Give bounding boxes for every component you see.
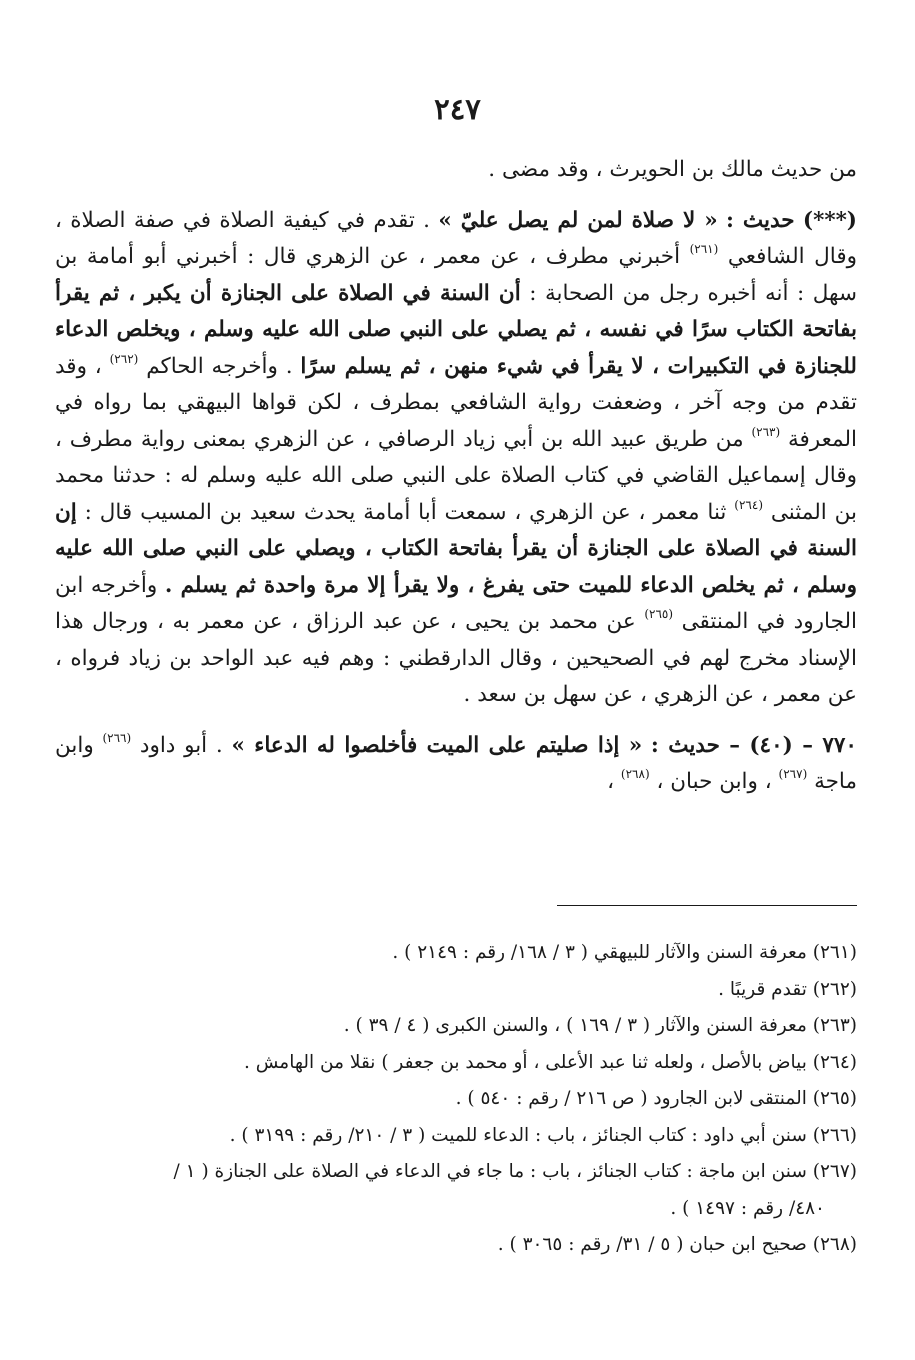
footnote-text: سنن ابن ماجة : كتاب الجنائز ، باب : ما جاء في الدعاء في الصلاة على الجنازة ( ١ / — [173, 1161, 807, 1182]
footnote-number: (٢٦٣) — [812, 1015, 857, 1036]
footnote-text: سنن أبي داود : كتاب الجنائز ، باب : الدعاء للميت ( ٣ / ٢١٠/ رقم : ٣١٩٩ ) . — [229, 1124, 807, 1146]
hadith-title: « لا صلاة لمن لم يصل عليّ » — [438, 207, 718, 233]
footnote-263 — [55, 1008, 857, 1045]
hadith-title: « إذا صليتم على الميت فأخلصوا له الدعاء » — [231, 732, 643, 758]
text-segment: أخبرني مطرف ، عن معمر ، عن الزهري قال : أخبرني أبو أمامة بن سهل : أنه أخبره رجل من الصحابة : — [55, 244, 857, 306]
paragraph-2 — [55, 728, 857, 801]
footnote-ref-261[interactable]: (٢٦١) — [689, 242, 719, 256]
footnote-266 — [55, 1118, 857, 1155]
footnote-number: (٢٦٧) — [812, 1161, 857, 1182]
continued-line: من حديث مالك بن الحويرث ، وقد مضى . — [488, 157, 857, 182]
footnote-262 — [55, 972, 857, 1009]
footnote-268 — [55, 1227, 857, 1264]
footnote-number: (٢٦١) — [812, 942, 857, 963]
text-segment: . أبو داود — [139, 732, 223, 758]
text-segment: . تقدم في كيفية الصلاة في صفة الصلاة ، وقال الشافعي — [55, 207, 857, 269]
footnote-text: صحيح ابن حبان ( ٥ / ٣١/ رقم : ٣٠٦٥ ) . — [497, 1234, 807, 1255]
footnote-text: تقدم قريبًا . — [718, 978, 807, 1000]
footnote-261 — [55, 935, 857, 972]
footnote-text: المنتقى لابن الجارود ( ص ٢١٦ / رقم : ٥٤٠ ) . — [455, 1088, 807, 1109]
hadith-number: ٧٧٠ – (٤٠) – حديث : — [650, 732, 857, 758]
footnote-number: (٢٦٤) — [812, 1051, 857, 1073]
page-number: ٢٤٧ — [434, 92, 481, 126]
footnote-267 — [55, 1154, 857, 1227]
footnote-text: معرفة السنن والآثار للبيهقي ( ٣ / ١٦٨/ رقم : ٢١٤٩ ) . — [392, 942, 807, 963]
bold-quote: إن السنة في الصلاة على الجنازة أن يقرأ بفاتحة الكتاب ، ويصلي على النبي صلى الله عليه وسلم ، ثم يخلص الدعاء للميت حتى يفرغ ، ولا يقرأ إلا مرة واحدة ثم يسلم . — [55, 499, 857, 598]
text-segment: وابن ماجة — [55, 732, 857, 794]
footnote-text: بياض بالأصل ، ولعله ثنا عبد الأعلى ، أو محمد بن جعفر ) نقلا من الهامش . — [243, 1051, 807, 1073]
hadith-marker: (***) — [802, 207, 857, 233]
footnote-ref-266[interactable]: (٢٦٦) — [102, 730, 132, 745]
text-segment: . وأخرجه الحاكم — [146, 353, 293, 379]
footnotes — [55, 935, 857, 1264]
footnote-264 — [55, 1045, 857, 1082]
footnote-number: (٢٦٦) — [812, 1124, 857, 1146]
footnote-number: (٢٦٥) — [812, 1088, 857, 1109]
hadith-label: حديث : — [725, 207, 795, 233]
footnote-ref-267[interactable]: (٢٦٧) — [778, 767, 808, 781]
text-segment: ، — [607, 769, 615, 794]
text-segment: ثنا معمر ، عن الزهري ، سمعت أبا أمامة يحدث سعيد بن المسيب قال : — [84, 499, 727, 525]
text-segment: وأخرجه ابن الجارود في المنتقى — [55, 572, 857, 634]
paragraph-1 — [55, 203, 857, 714]
footnote-265 — [55, 1081, 857, 1118]
footnote-ref-268[interactable]: (٢٦٨) — [620, 767, 650, 781]
footnote-divider — [557, 905, 857, 906]
main-text — [55, 152, 857, 801]
footnote-ref-264[interactable]: (٢٦٤) — [734, 497, 764, 512]
footnote-ref-265[interactable]: (٢٦٥) — [644, 607, 674, 621]
text-segment: من طريق عبيد الله بن أبي زياد الرصافي ، عن الزهري بمعنى رواية مطرف ، وقال إسماعيل القاضي في كتاب الصلاة على النبي صلى الله عليه وسلم له : حدثنا محمد بن المثنى — [55, 426, 857, 525]
footnote-number: (٢٦٨) — [812, 1234, 857, 1255]
bold-quote: أن السنة في الصلاة على الجنازة أن يكبر ، ثم يقرأ بفاتحة الكتاب سرًا في نفسه ، ثم يصلي على النبي صلى الله عليه وسلم ، ويخلص الدعاء للجنازة في التكبيرات ، لا يقرأ في شيء منهن ، ثم يسلم سرًا — [55, 280, 857, 379]
text-segment: ، وابن حبان ، — [656, 769, 772, 794]
footnote-ref-262[interactable]: (٢٦٢) — [109, 351, 139, 366]
footnote-ref-263[interactable]: (٢٦٣) — [751, 424, 781, 439]
footnote-continuation: ٤٨٠/ رقم : ١٤٩٧ ) . — [670, 1197, 825, 1219]
footnote-text: معرفة السنن والآثار ( ٣ / ١٦٩ ) ، والسنن الكبرى ( ٤ / ٣٩ ) . — [343, 1015, 807, 1036]
footnote-number: (٢٦٢) — [812, 978, 857, 1000]
text-segment: عن محمد بن يحيى ، عن عبد الرزاق ، عن معمر به ، ورجال هذا الإسناد مخرج لهم في الصحيحين ، وقال الدارقطني : وهم فيه عبد الواحد بن زياد فرواه ، عن معمر ، عن الزهري ، عن سهل بن سعد . — [55, 609, 857, 707]
text-segment: ، وقد تقدم من وجه آخر ، وضعفت رواية الشافعي بمطرف ، لكن قواها البيهقي بما رواه في المعرفة — [55, 353, 857, 452]
